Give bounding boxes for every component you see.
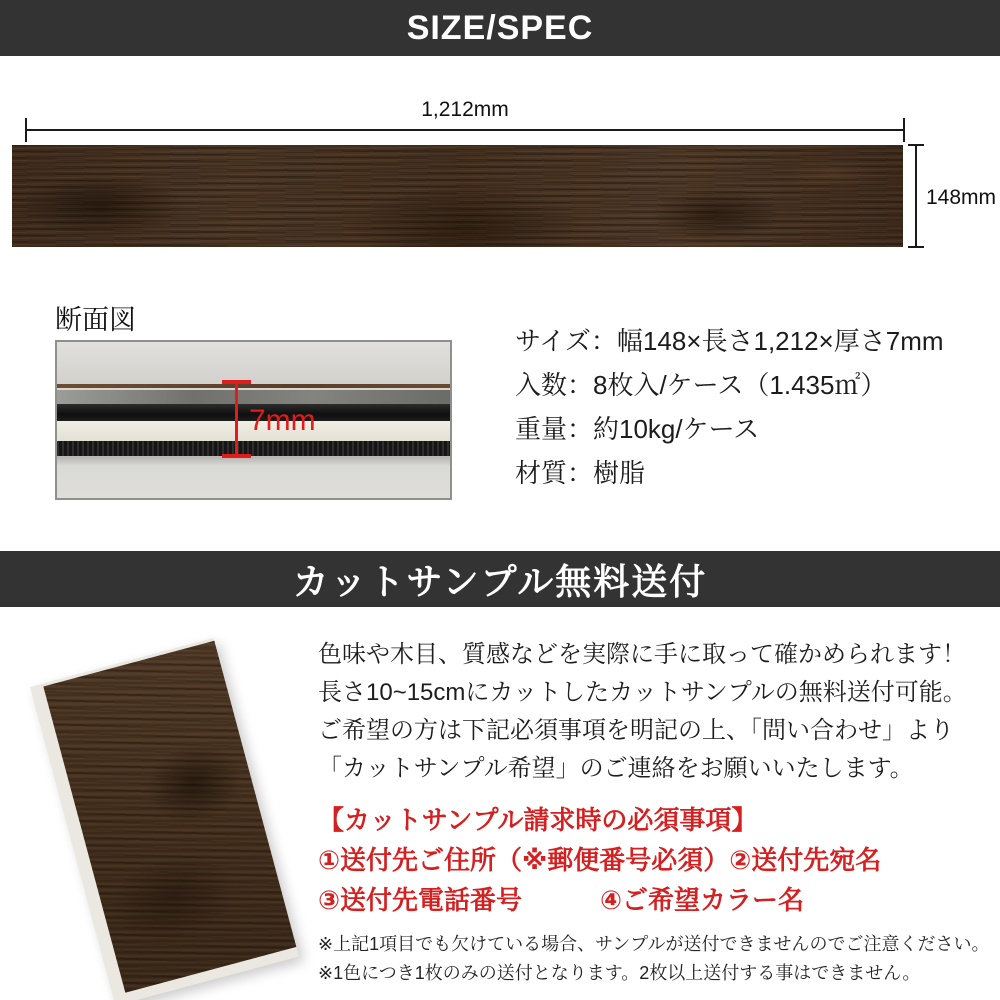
spec-line-quantity: 入数：8枚入/ケース（1.435㎡） [515, 370, 887, 400]
footnotes [318, 930, 989, 988]
plank-height-dimension-line [915, 145, 917, 247]
cross-section-gray-layer [57, 390, 450, 404]
required-items-title: 【カットサンプル請求時の必須事項】 [318, 805, 758, 835]
plank-product-image [12, 145, 903, 247]
cross-section-background-top [57, 342, 450, 384]
cross-section-foam-layer [57, 441, 450, 456]
plank-width-dimension-line [25, 129, 905, 131]
description-line: ご希望の方は下記必須事項を明記の上、「問い合わせ」より [318, 717, 954, 744]
sample-plank-wood-surface [43, 641, 296, 993]
required-items-line-1: ①送付先ご住所（※郵便番号必須）②送付先宛名 [318, 845, 882, 875]
cross-section-title: 断面図 [55, 305, 136, 335]
description-line: 色味や木目、質感などを実際に手に取って確かめられます！ [318, 641, 966, 668]
plank-width-dimension-label: 1,212mm [421, 98, 509, 121]
cross-section-photo [55, 340, 452, 500]
sample-photo-wrap [30, 687, 31, 688]
spec-line-material: 材質：樹脂 [515, 458, 646, 488]
cross-section-background-bottom [57, 456, 450, 498]
thickness-dimension-label: 7mm [249, 404, 316, 437]
thickness-measure-line [235, 382, 238, 456]
footnote-line: ※上記1項目でも欠けている場合、サンプルが送付できませんのでご注意ください。 [318, 934, 990, 954]
cut-sample-description [318, 636, 967, 788]
footnote-line: ※1色につき1枚のみの送付となります。2枚以上送付する事はできません。 [318, 963, 921, 983]
spec-line-size: サイズ：幅148×長さ1,212×厚さ7mm [515, 326, 944, 356]
required-items-line-2: ③送付先電話番号 ④ご希望カラー名 [318, 885, 805, 915]
description-line: 「カットサンプル希望」のご連絡をお願いいたします。 [318, 755, 914, 782]
sample-plank-photo [30, 638, 299, 1000]
size-spec-header-title: SIZE/SPEC [406, 8, 594, 47]
size-spec-header-bar [0, 0, 1000, 56]
required-items-block [318, 800, 881, 920]
description-line: 長さ10~15cmにカットしたカットサンプルの無料送付可能。 [318, 679, 967, 706]
cut-sample-header-bar [0, 551, 1000, 607]
spec-list [515, 328, 944, 504]
spec-line-weight: 重量：約10kg/ケース [515, 414, 760, 444]
cut-sample-header-title: カットサンプル無料送付 [292, 560, 708, 602]
plank-height-dimension-label: 148mm [926, 186, 997, 209]
